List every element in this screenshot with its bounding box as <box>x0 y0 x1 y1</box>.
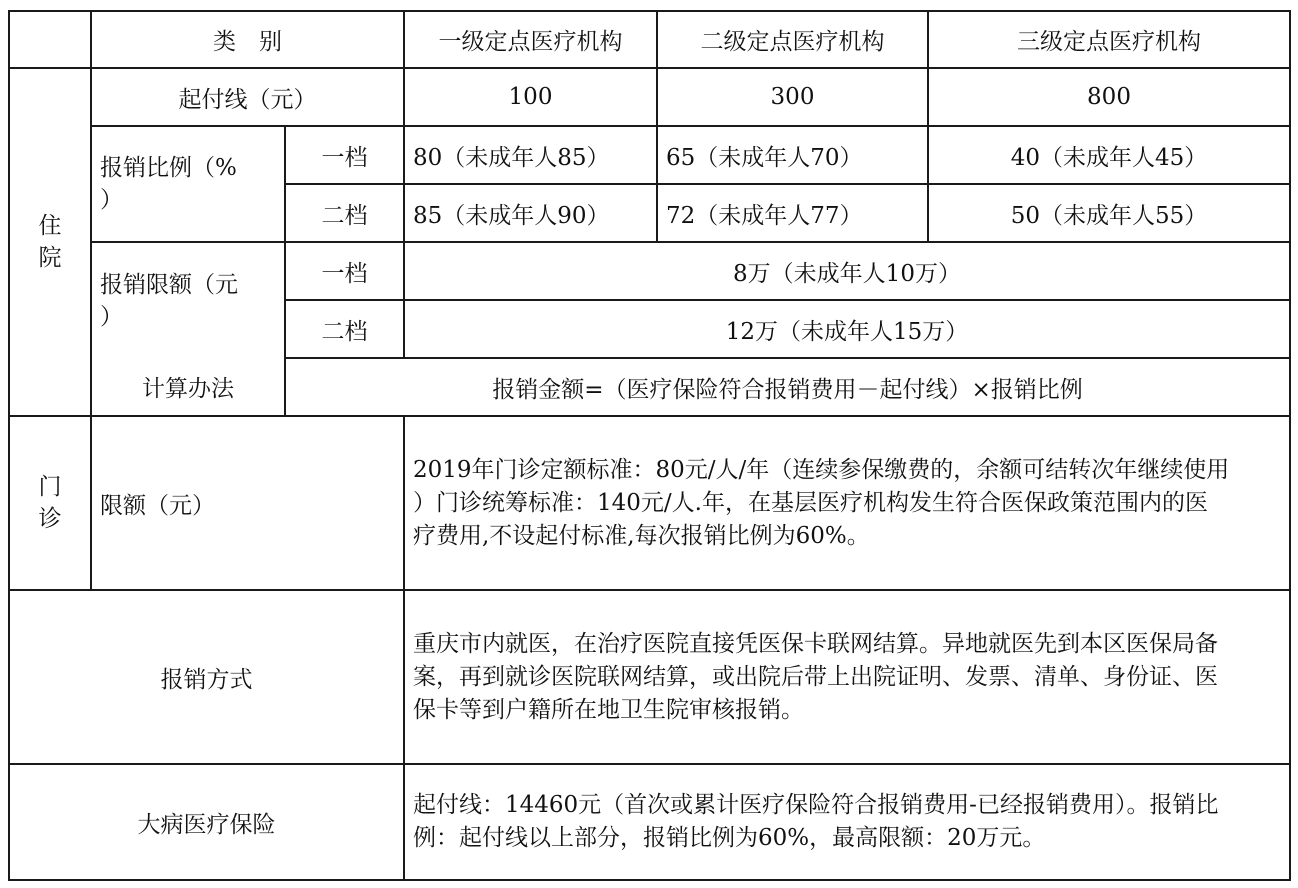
deductible-level1: 100 <box>404 68 657 126</box>
ratio-tier1-level1: 80（未成年人85） <box>404 126 657 184</box>
ratio-tier2-level2: 72（未成年人77） <box>657 184 928 242</box>
limit-tier2-label: 二档 <box>285 300 404 358</box>
ratio-label-line2: ） <box>100 187 123 213</box>
inpatient-label <box>9 68 91 416</box>
outpatient-limit-label: 限额（元） <box>91 416 404 590</box>
header-level1: 一级定点医疗机构 <box>404 11 657 68</box>
outpatient-label-line2: 诊 <box>38 506 62 532</box>
limit-label-line2: ） <box>100 303 123 330</box>
method-label: 计算办法 <box>91 358 285 416</box>
outpatient-label-line1: 门 <box>38 474 62 500</box>
limit-tier1-row <box>9 242 1290 300</box>
insurance-policy-table <box>8 10 1291 881</box>
ratio-tier2-label: 二档 <box>285 184 404 242</box>
critical-illness-row <box>9 764 1290 880</box>
ratio-label <box>91 126 285 242</box>
reimbursement-line3: 保卡等到户籍所在地卫生院审核报销。 <box>413 696 804 723</box>
limit-tier1-label: 一档 <box>285 242 404 300</box>
limit-tier1-value: 8万（未成年人10万） <box>404 242 1290 300</box>
ratio-tier1-label: 一档 <box>285 126 404 184</box>
header-level3: 三级定点医疗机构 <box>928 11 1290 68</box>
outpatient-line3: 疗费用,不设起付标准,每次报销比例为60%。 <box>413 522 870 549</box>
reimbursement-line2: 案，再到就诊医院联网结算，或出院后带上出院证明、发票、清单、身份证、医 <box>413 663 1218 690</box>
limit-label <box>91 242 285 358</box>
deductible-level2: 300 <box>657 68 928 126</box>
deductible-label: 起付线（元） <box>91 68 404 126</box>
critical-illness-line2: 例：起付线以上部分，报销比例为60%，最高限额：20万元。 <box>413 825 1046 851</box>
reimbursement-line1: 重庆市内就医，在治疗医院直接凭医保卡联网结算。异地就医先到本区医保局备 <box>413 630 1218 657</box>
reimbursement-label: 报销方式 <box>9 590 404 764</box>
outpatient-line1: 2019年门诊定额标准：80元/人/年（连续参保缴费的，余额可结转次年继续使用 <box>413 456 1230 483</box>
ratio-label-line1: 报销比例（% <box>100 155 237 181</box>
inpatient-label-line2: 院 <box>38 245 62 271</box>
critical-illness-label: 大病医疗保险 <box>9 764 404 880</box>
ratio-tier1-level3: 40（未成年人45） <box>928 126 1290 184</box>
deductible-level3: 800 <box>928 68 1290 126</box>
limit-tier2-value: 12万（未成年人15万） <box>404 300 1290 358</box>
header-level2: 二级定点医疗机构 <box>657 11 928 68</box>
limit-label-line1: 报销限额（元 <box>100 271 238 298</box>
critical-illness-line1: 起付线：14460元（首次或累计医疗保险符合报销费用-已经报销费用）。报销比 <box>413 792 1219 818</box>
method-value: 报销金额=（医疗保险符合报销费用－起付线）×报销比例 <box>285 358 1290 416</box>
header-row <box>9 11 1290 68</box>
method-row <box>9 358 1290 416</box>
ratio-tier2-level3: 50（未成年人55） <box>928 184 1290 242</box>
outpatient-description <box>404 416 1290 590</box>
reimbursement-row <box>9 590 1290 764</box>
critical-illness-description <box>404 764 1290 880</box>
inpatient-label-line1: 住 <box>38 213 62 239</box>
ratio-tier1-row <box>9 126 1290 184</box>
ratio-tier1-level2: 65（未成年人70） <box>657 126 928 184</box>
outpatient-label <box>9 416 91 590</box>
header-category: 类 别 <box>91 11 404 68</box>
outpatient-line2: ）门诊统筹标准：140元/人.年，在基层医疗机构发生符合医保政策范围内的医 <box>413 489 1208 516</box>
reimbursement-description <box>404 590 1290 764</box>
deductible-row <box>9 68 1290 126</box>
outpatient-row <box>9 416 1290 590</box>
header-blank-cell <box>9 11 91 68</box>
insurance-table-container <box>8 10 1291 881</box>
ratio-tier2-level1: 85（未成年人90） <box>404 184 657 242</box>
